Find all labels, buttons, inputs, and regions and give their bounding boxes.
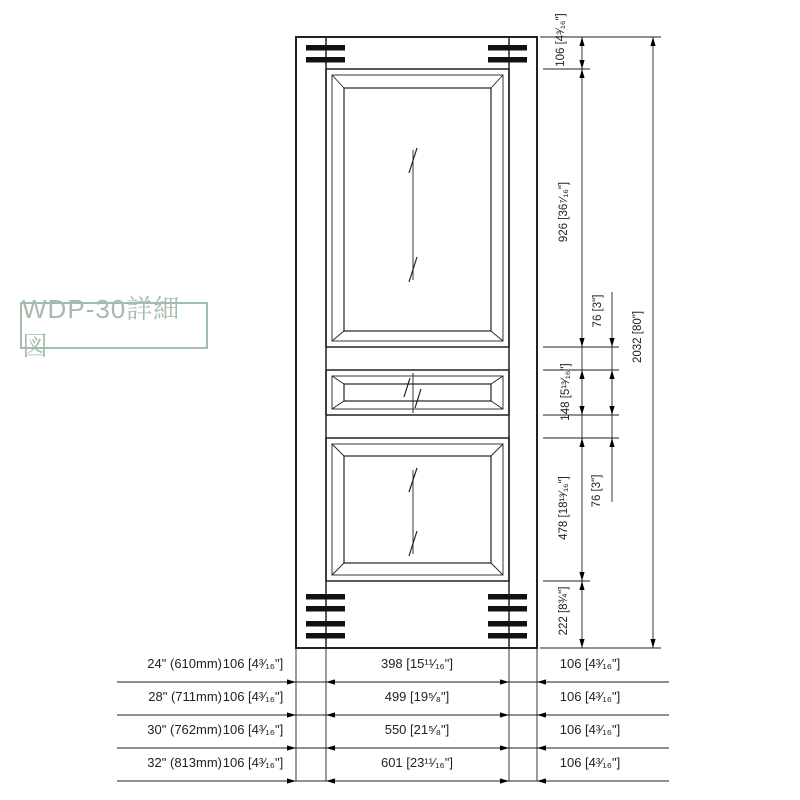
model-title-box (20, 293, 208, 361)
dowel-marks-top (306, 45, 527, 63)
model-title: WDP-30詳細図 (22, 293, 181, 361)
dim-top-rail: 106 [4³⁄₁₆"] (555, 13, 567, 67)
dim-bottom-rail: 222 [8¾"] (558, 586, 570, 636)
grain-mark-bottom-panel (409, 468, 417, 556)
table-left-stile: 106 [4³⁄₁₆"] (222, 755, 284, 770)
table-panel-width: 499 [19⁵⁄₈"] (384, 689, 450, 704)
height-dimensions (540, 13, 661, 648)
dowel-marks-bottom (306, 594, 527, 639)
top-panel (326, 69, 509, 347)
door-elevation (296, 37, 537, 648)
table-size-label: 30" (762mm) (147, 722, 222, 737)
table-right-stile: 106 [4³⁄₁₆"] (559, 722, 621, 737)
bottom-panel (326, 438, 509, 581)
table-right-stile: 106 [4³⁄₁₆"] (559, 689, 621, 704)
table-left-stile: 106 [4³⁄₁₆"] (222, 656, 284, 671)
middle-panel (326, 370, 509, 415)
table-panel-width: 550 [21⁵⁄₈"] (384, 722, 450, 737)
dim-center-panel: 148 [5¹³⁄₁₆"] (560, 363, 572, 421)
table-panel-width: 601 [23¹¹⁄₁₆"] (380, 755, 454, 770)
dim-bottom-panel: 478 [18¹³⁄₁₆"] (558, 476, 570, 540)
dim-upper-mid-rail: 76 [3"] (592, 294, 604, 328)
size-table (117, 648, 669, 784)
table-size-label: 24" (610mm) (147, 656, 222, 671)
grain-mark-middle-panel (404, 373, 421, 413)
dim-top-panel: 926 [36⁷⁄₁₆"] (558, 181, 570, 243)
table-left-stile: 106 [4³⁄₁₆"] (222, 722, 284, 737)
dim-overall-height: 2032 [80"] (632, 310, 644, 364)
table-panel-width: 398 [15¹¹⁄₁₆"] (380, 656, 454, 671)
dim-lower-mid-rail: 76 [3"] (591, 474, 603, 508)
table-right-stile: 106 [4³⁄₁₆"] (559, 656, 621, 671)
grain-mark-top-panel (409, 148, 417, 282)
table-left-stile: 106 [4³⁄₁₆"] (222, 689, 284, 704)
table-right-stile: 106 [4³⁄₁₆"] (559, 755, 621, 770)
table-size-label: 32" (813mm) (147, 755, 222, 770)
table-size-label: 28" (711mm) (148, 689, 222, 704)
